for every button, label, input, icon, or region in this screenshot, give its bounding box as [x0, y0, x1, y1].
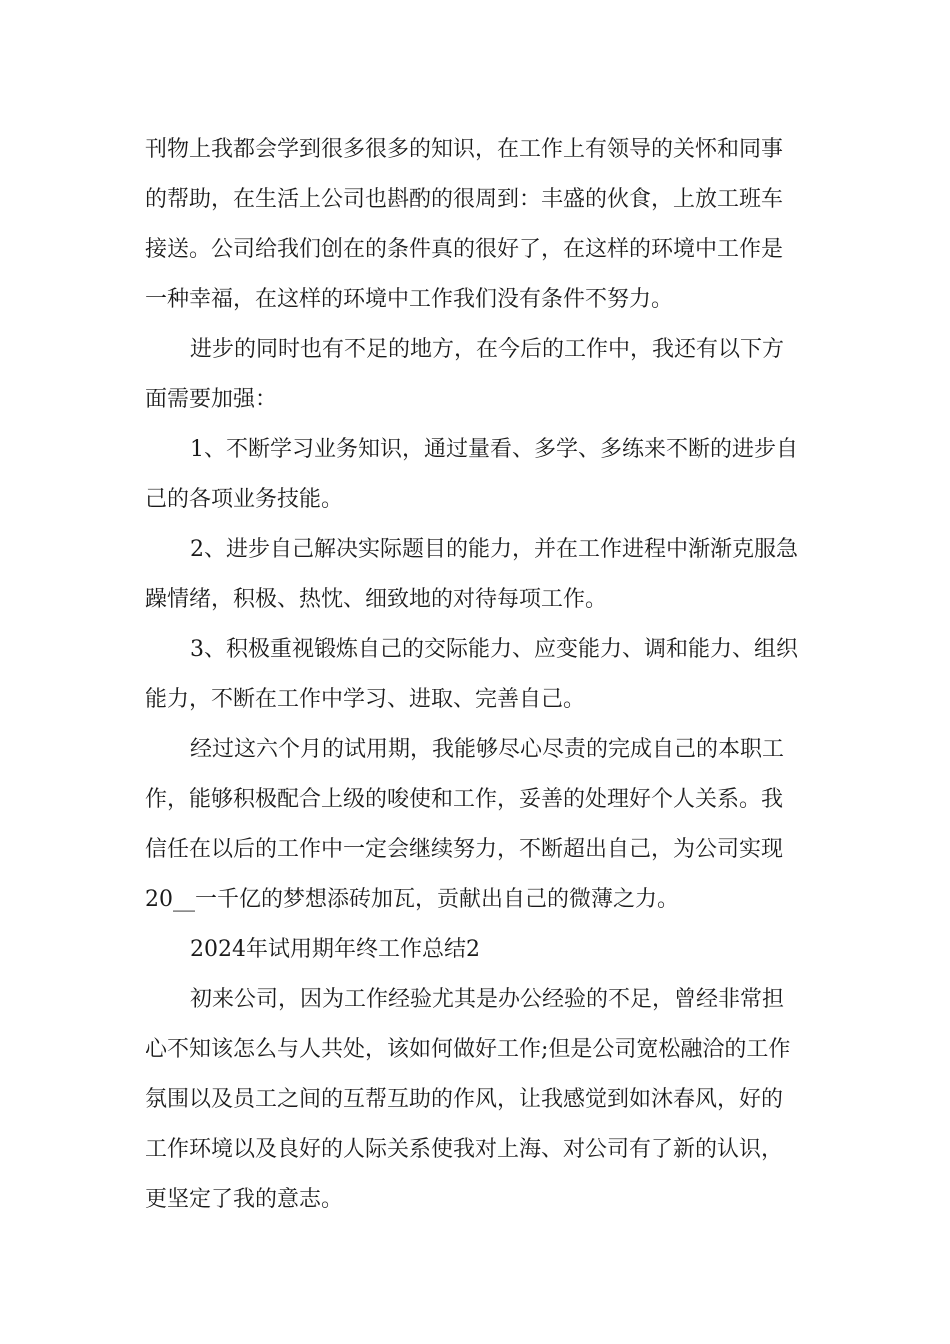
paragraph-line: 初来公司，因为工作经验尤其是办公经验的不足，曾经非常担: [190, 987, 785, 1012]
paragraph-line: 心不知该怎么与人共处，该如何做好工作;但是公司宽松融洽的工作: [145, 1037, 791, 1062]
list-item-line: 1、不断学习业务知识，通过量看、多学、多练来不断的进步自: [190, 437, 798, 462]
paragraph-line: 更坚定了我的意志。: [145, 1187, 344, 1212]
paragraph-line: 一种幸福，在这样的环境中工作我们没有条件不努力。: [145, 287, 674, 312]
paragraph-line: 面需要加强：: [145, 387, 278, 412]
section-heading: 2024年试用期年终工作总结2: [190, 937, 480, 962]
paragraph-line: 工作环境以及良好的人际关系使我对上海、对公司有了新的认识，: [145, 1137, 784, 1162]
list-item-line: 3、积极重视锻炼自己的交际能力、应变能力、调和能力、组织: [190, 637, 798, 662]
paragraph-line: 的帮助，在生活上公司也斟酌的很周到：丰盛的伙食，上放工班车: [145, 187, 784, 212]
paragraph-line: 信任在以后的工作中一定会继续努力，不断超出自己，为公司实现: [145, 837, 784, 862]
list-item-line: 躁情绪，积极、热忱、细致地的对待每项工作。: [145, 587, 608, 612]
paragraph-line: 氛围以及员工之间的互帮互助的作风，让我感觉到如沐春风，好的: [145, 1087, 784, 1112]
paragraph-line: 作，能够积极配合上级的唆使和工作，妥善的处理好个人关系。我: [145, 787, 784, 812]
paragraph-line: 20__一千亿的梦想添砖加瓦，贡献出自己的微薄之力。: [145, 887, 679, 912]
list-item-line: 己的各项业务技能。: [145, 487, 344, 512]
paragraph-line: 经过这六个月的试用期，我能够尽心尽责的完成自己的本职工: [190, 737, 785, 762]
paragraph-line: 刊物上我都会学到很多很多的知识，在工作上有领导的关怀和同事: [145, 137, 784, 162]
list-item-line: 2、进步自己解决实际题目的能力，并在工作进程中渐渐克服急: [190, 537, 798, 562]
list-item-line: 能力，不断在工作中学习、进取、完善自己。: [145, 687, 586, 712]
paragraph-line: 进步的同时也有不足的地方，在今后的工作中，我还有以下方: [190, 337, 785, 362]
paragraph-line: 接送。公司给我们创在的条件真的很好了，在这样的环境中工作是: [145, 237, 784, 262]
